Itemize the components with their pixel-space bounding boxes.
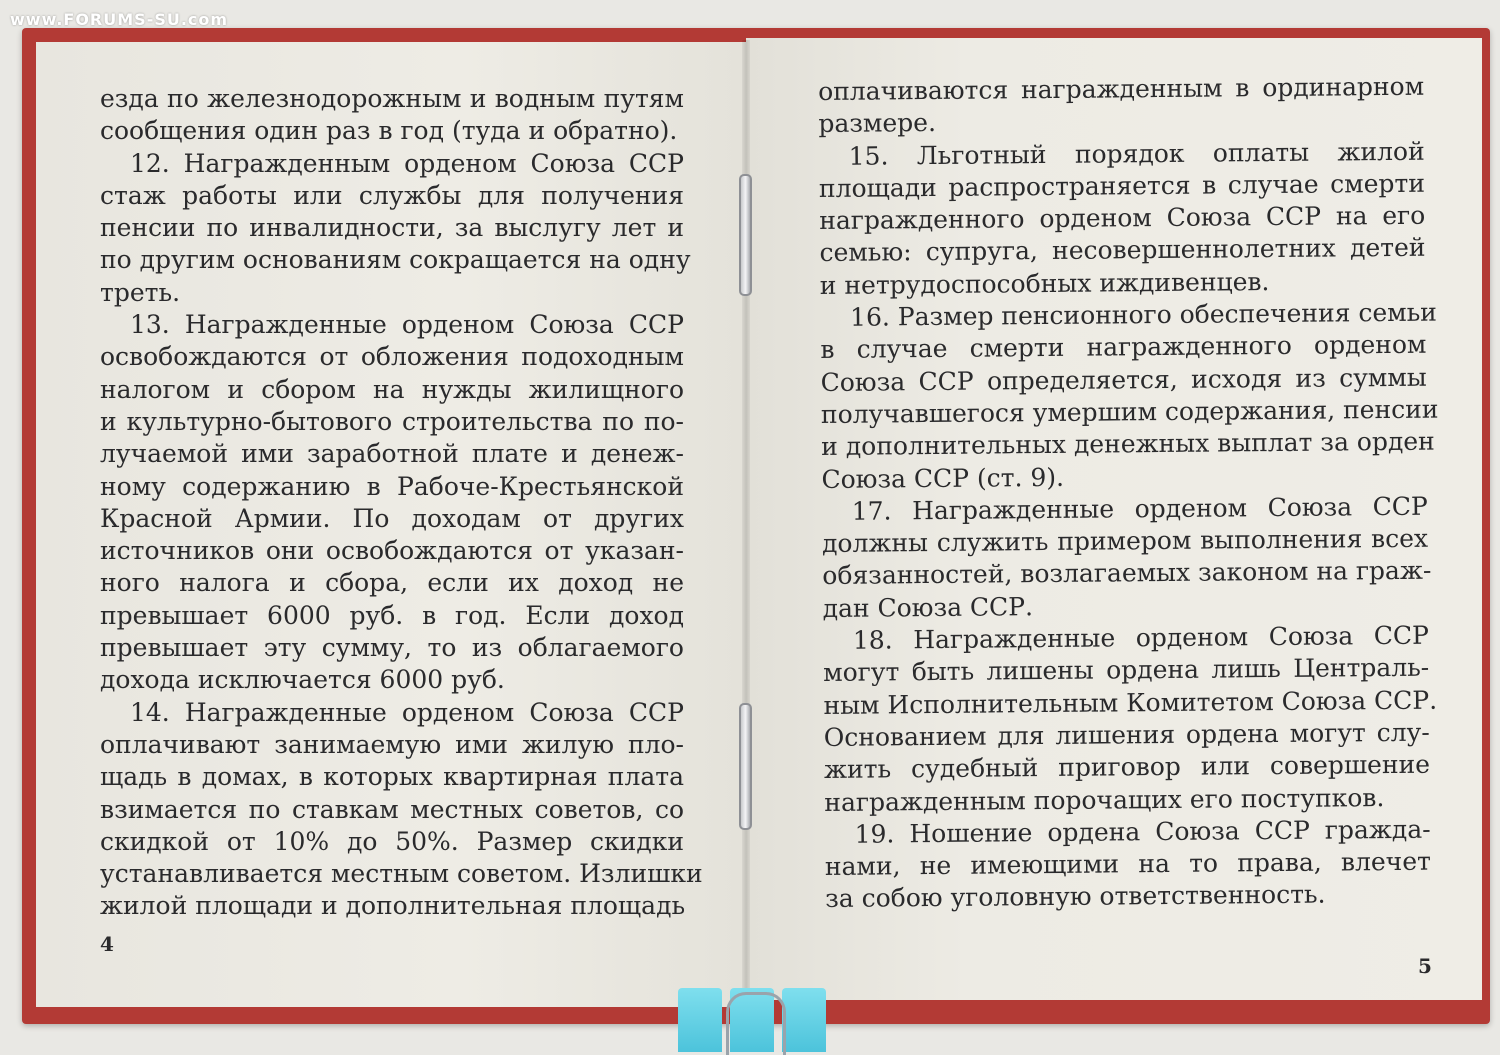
text-line: за собою уголовную ответственность.	[825, 880, 1326, 914]
text-line: езда по железнодорожным и водным путям	[100, 84, 684, 113]
text-line: в случае смерти награжденного орденом	[820, 330, 1427, 365]
text-line: 19. Ношение ордена Союза ССР гражда-	[854, 814, 1431, 849]
text-line: площади распространяется в случае смерти	[818, 168, 1426, 203]
text-line: награжденного орденом Союза ССР на его	[819, 200, 1426, 236]
text-line: источников они освобождаются от указан-	[100, 536, 684, 566]
text-line: 13. Награжденные орденом Союза ССР	[130, 310, 684, 340]
text-line: по другим основаниям сокращается на одну	[100, 245, 691, 275]
text-line: 16. Размер пенсионного обеспечения семьи	[849, 297, 1438, 332]
text-line: 17. Награжденные орденом Союза ССР	[851, 491, 1428, 526]
text-line: могут быть лишены ордена лишь Централь-	[823, 653, 1430, 688]
text-line: лучаемой ими заработной плате и денеж-	[100, 439, 684, 469]
text-line: получавшегося умершим содержания, пенсии	[820, 394, 1439, 429]
clip-wire	[726, 992, 786, 1055]
text-line: должны служить примером выполнения всех	[821, 523, 1429, 559]
staple-top	[739, 174, 752, 296]
text-line: размере.	[818, 108, 937, 139]
page-number-right: 5	[1418, 954, 1432, 978]
text-line: треть.	[100, 277, 181, 307]
text-line: налогом и сбором на нужды жилищного	[100, 374, 684, 404]
text-line: освобождаются от обложения подоходным	[100, 342, 684, 372]
text-line: и нетрудоспособных иждивенцев.	[819, 266, 1270, 300]
right-page-text	[818, 71, 1439, 916]
watermark: www.FORUMS-SU.com	[10, 10, 229, 29]
left-page-text	[100, 83, 703, 923]
clip-left-arm	[678, 988, 722, 1052]
text-line: скидкой от 10% до 50%. Размер скидки	[100, 826, 684, 856]
text-line: взимается по ставкам местных советов, со	[100, 794, 684, 824]
clip-right-arm	[782, 988, 826, 1052]
text-line: Основанием для лишения ордена могут слу-	[823, 717, 1430, 752]
text-line: и дополнительных денежных выплат за орден	[821, 426, 1435, 462]
text-line: награжденным порочащих его поступков.	[824, 782, 1385, 817]
text-line: семью: супруга, несовершеннолетних детей	[819, 233, 1426, 268]
staple-bottom	[739, 703, 752, 830]
text-line: Союза ССР (ст. 9).	[821, 462, 1065, 494]
text-line: ному содержанию в Рабоче-Крестьянской	[100, 471, 684, 501]
text-line: 14. Награжденные орденом Союза ССР	[130, 697, 684, 727]
text-line: Союза ССР определяется, исходя из суммы	[820, 362, 1427, 397]
text-line: оплачивают занимаемую ими жилую пло-	[100, 729, 684, 759]
text-line: дохода исключается 6000 руб.	[100, 665, 505, 695]
text-line: 18. Награжденные орденом Союза ССР	[852, 620, 1430, 655]
text-line: оплачиваются награжденным в ординарном	[818, 71, 1425, 106]
text-line: ного налога и сбора, если их доход не	[100, 568, 684, 598]
text-line: стаж работы или службы для получения	[100, 180, 684, 210]
page-number-left: 4	[100, 932, 114, 956]
text-line: обязанностей, возлагаемых законом на граж-	[822, 556, 1432, 591]
text-line: жить судебный приговор или совершение	[823, 749, 1431, 785]
text-line: и культурно-бытового строительства по по-	[100, 406, 684, 436]
text-line: сообщения один раз в год (туда и обратно).	[100, 116, 678, 146]
text-line: 15. Льготный порядок оплаты жилой	[848, 136, 1425, 171]
text-line: пенсии по инвалидности, за выслугу лет и	[100, 213, 684, 243]
binder-clip-icon	[678, 988, 826, 1052]
text-line: нами, не имеющими на то права, влечет	[824, 846, 1432, 882]
text-line: 12. Награжденным орденом Союза ССР	[130, 148, 684, 178]
text-line: щадь в домах, в которых квартирная плата	[100, 762, 684, 792]
text-line: дан Союза ССР.	[822, 591, 1034, 623]
text-line: жилой площади и дополнительная площадь	[100, 891, 686, 921]
text-line: превышает 6000 руб. в год. Если доход	[100, 600, 684, 630]
text-line: ным Исполнительным Комитетом Союза ССР.	[823, 685, 1438, 720]
text-line: Красной Армии. По доходам от других	[100, 503, 684, 533]
text-line: превышает эту сумму, то из облагаемого	[100, 633, 684, 663]
text-line: устанавливается местным советом. Излишки	[100, 859, 703, 889]
